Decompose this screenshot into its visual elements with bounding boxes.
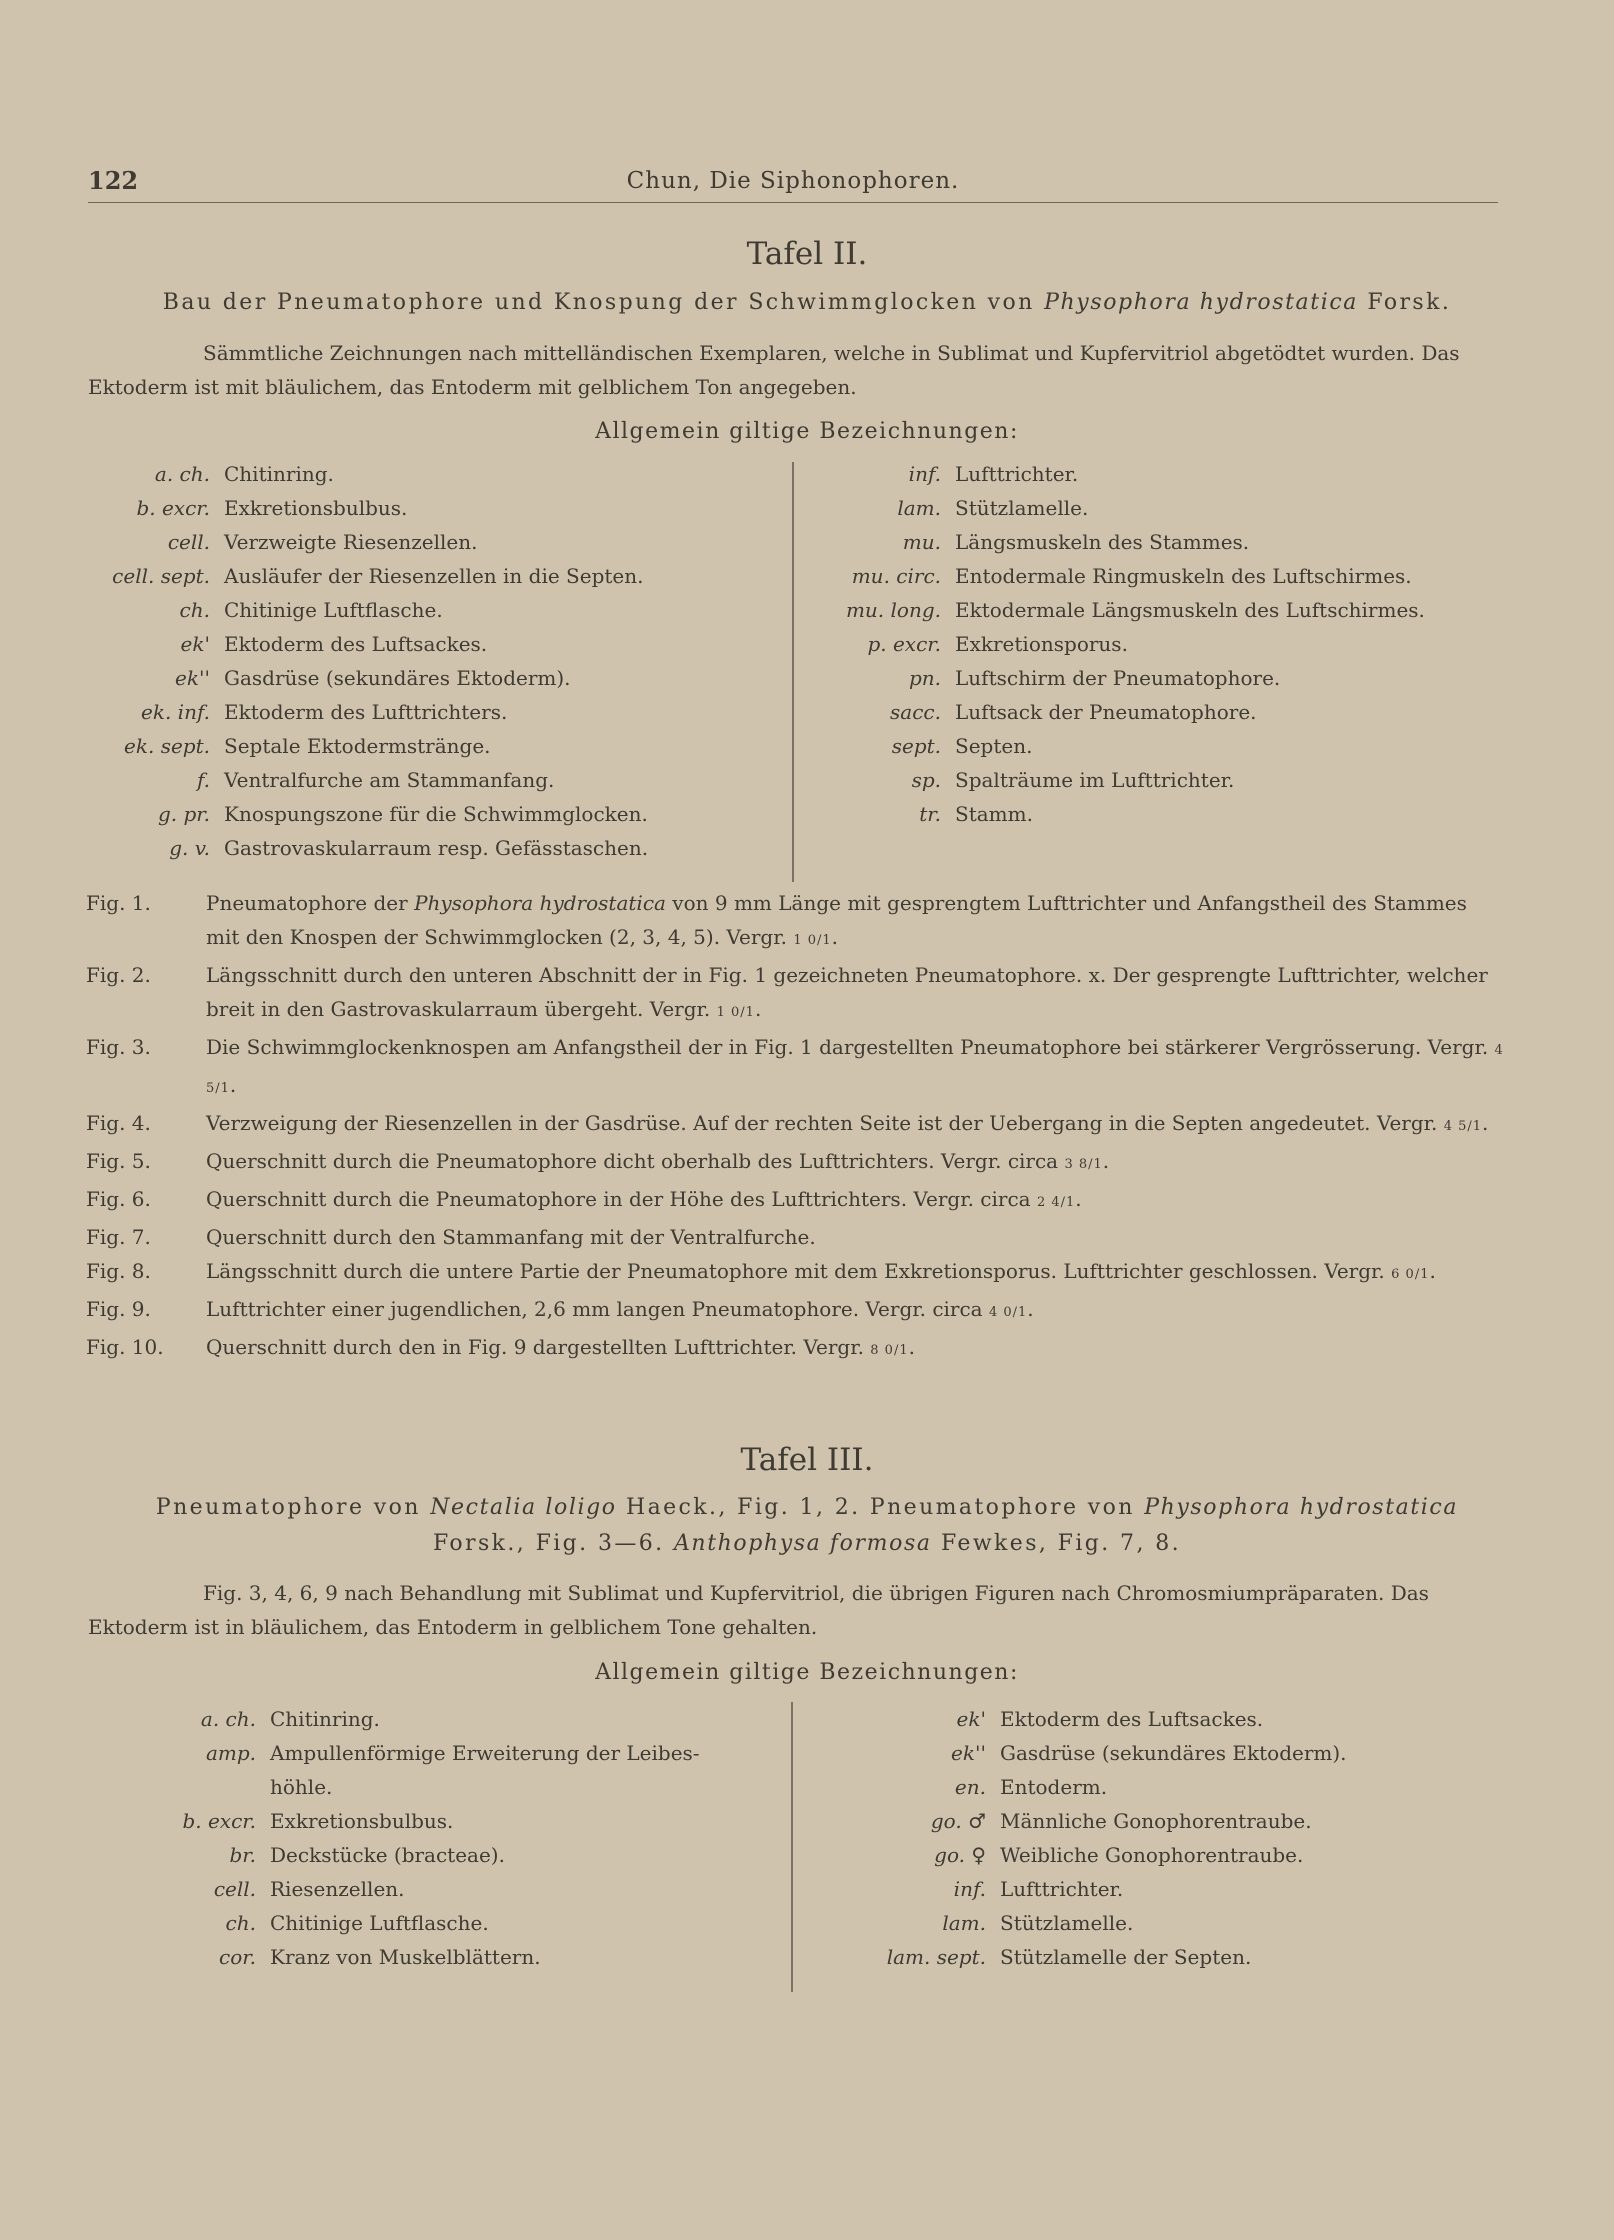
caption-text: Querschnitt durch die Pneumatophore in der Höhe des Lufttrichters. Vergr. circa xyxy=(206,1187,1037,1211)
legend-text: Exkretionsbulbus. xyxy=(224,496,408,520)
legend-text: Verzweigte Riesenzellen. xyxy=(224,530,478,554)
figure-text xyxy=(206,1182,1506,1220)
legend-entry xyxy=(840,1838,1347,1872)
legend-divider xyxy=(791,1702,793,1992)
legend-abbr: lam. xyxy=(942,1911,986,1935)
figure-text xyxy=(206,1144,1506,1182)
tafel-3-subtitle-line1: Pneumatophore von Nectalia loligo Haeck., Fig. 1, 2. Pneumatophore von Physophora hydrostatica xyxy=(155,1495,1459,1520)
legend-entry xyxy=(800,729,1425,763)
legend-text: Chitinige Luftflasche. xyxy=(224,598,443,622)
legend-text: Stamm. xyxy=(955,802,1033,826)
legend-abbr: cell. sept. xyxy=(112,564,210,588)
legend-entry xyxy=(75,457,648,491)
figure-text xyxy=(206,1330,1506,1368)
legend-entry xyxy=(800,525,1425,559)
figure-caption xyxy=(86,1106,1506,1144)
legend-text: Stützlamelle. xyxy=(955,496,1089,520)
caption-text: Pneumatophore der xyxy=(206,891,415,915)
legend-abbr: a. ch. xyxy=(154,462,210,486)
legend-text: Chitinring. xyxy=(224,462,334,486)
legend-text: Riesenzellen. xyxy=(270,1877,405,1901)
tafel-3-legend-heading: Allgemein giltige Bezeichnungen: xyxy=(595,1660,1019,1685)
figure-label: Fig. 5. xyxy=(86,1149,151,1173)
figure-text xyxy=(206,1254,1506,1292)
legend-abbr: ek' xyxy=(956,1707,986,1731)
legend-entry xyxy=(840,1736,1347,1770)
caption-text: Verzweigung der Riesenzellen in der Gasdrüse. Auf der rechten Seite ist der Uebergang in die Septen angedeutet. Vergr. xyxy=(206,1111,1444,1135)
legend-text: Stützlamelle. xyxy=(1000,1911,1134,1935)
legend-abbr: mu. xyxy=(902,530,941,554)
legend-abbr: go. ♀ xyxy=(934,1843,986,1867)
legend-text: Ampullenförmige Erweiterung der Leibes- xyxy=(270,1741,700,1765)
legend-text: Knospungszone für die Schwimmglocken. xyxy=(224,802,648,826)
caption-text: von 9 mm Länge mit gesprengtem Lufttrichter und Anfangstheil des Stammes mit den Knospen der Schwimmglocken (2, 3, 4, 5). Vergr. xyxy=(206,891,1467,949)
figure-caption xyxy=(86,1144,1506,1182)
legend-abbr: f. xyxy=(196,768,210,792)
legend-abbr: lam. sept. xyxy=(886,1945,986,1969)
figure-label: Fig. 3. xyxy=(86,1035,151,1059)
legend-abbr: ek'' xyxy=(951,1741,986,1765)
figure-label: Fig. 10. xyxy=(86,1335,164,1359)
legend-entry xyxy=(840,1770,1347,1804)
legend-text: Ektoderm des Luftsackes. xyxy=(224,632,488,656)
tafel-2-legend-left xyxy=(75,457,648,865)
magnification: 2 4/1 xyxy=(1036,1195,1076,1210)
legend-text: Luftschirm der Pneumatophore. xyxy=(955,666,1281,690)
legend-entry xyxy=(120,1906,700,1940)
legend-abbr: g. v. xyxy=(169,836,210,860)
legend-text: Kranz von Muskelblättern. xyxy=(270,1945,541,1969)
legend-entry xyxy=(840,1940,1347,1974)
legend-entry xyxy=(800,491,1425,525)
tafel-3-subtitle-line2: Forsk., Fig. 3—6. Anthophysa formosa Fewkes, Fig. 7, 8. xyxy=(432,1531,1182,1556)
running-title: Chun, Die Siphonophoren. xyxy=(626,168,960,194)
caption-end: . xyxy=(754,997,762,1021)
legend-abbr: en. xyxy=(954,1775,986,1799)
legend-text: Ektoderm des Lufttrichters. xyxy=(224,700,508,724)
magnification: 4 5/1 xyxy=(206,1043,1504,1096)
legend-abbr: inf. xyxy=(908,462,941,486)
legend-abbr: p. excr. xyxy=(867,632,941,656)
legend-entry xyxy=(75,491,648,525)
legend-text: Längsmuskeln des Stammes. xyxy=(955,530,1250,554)
legend-abbr: tr. xyxy=(919,802,941,826)
legend-entry xyxy=(800,457,1425,491)
legend-abbr: b. excr. xyxy=(136,496,210,520)
legend-abbr: mu. circ. xyxy=(851,564,941,588)
caption-end: . xyxy=(1027,1297,1034,1321)
legend-entry xyxy=(75,831,648,865)
legend-abbr: cell. xyxy=(213,1877,256,1901)
legend-entry xyxy=(840,1702,1347,1736)
legend-text: Ausläufer der Riesenzellen in die Septen. xyxy=(224,564,644,588)
legend-text: Entodermale Ringmuskeln des Luftschirmes. xyxy=(955,564,1412,588)
figure-caption xyxy=(86,958,1506,1030)
legend-entry xyxy=(800,763,1425,797)
legend-abbr: ek' xyxy=(180,632,210,656)
legend-text: höhle. xyxy=(270,1775,333,1799)
legend-abbr: b. excr. xyxy=(182,1809,256,1833)
legend-entry xyxy=(800,593,1425,627)
legend-abbr: sacc. xyxy=(890,700,941,724)
legend-entry xyxy=(75,627,648,661)
legend-abbr: go. ♂ xyxy=(930,1809,986,1833)
legend-text: Männliche Gonophorentraube. xyxy=(1000,1809,1312,1833)
legend-text: Gastrovaskularraum resp. Gefässtaschen. xyxy=(224,836,649,860)
legend-text: Lufttrichter. xyxy=(1000,1877,1124,1901)
legend-text: Chitinige Luftflasche. xyxy=(270,1911,489,1935)
caption-end: . xyxy=(831,925,838,949)
legend-entry xyxy=(75,797,648,831)
caption-end: . xyxy=(229,1073,237,1097)
magnification: 4 5/1 xyxy=(1443,1119,1483,1134)
figure-text xyxy=(206,1106,1506,1144)
legend-entry xyxy=(800,695,1425,729)
legend-entry xyxy=(800,797,1425,831)
tafel-2-figure-list xyxy=(86,886,1506,1368)
legend-abbr: cell. xyxy=(167,530,210,554)
magnification: 3 8/1 xyxy=(1064,1157,1103,1172)
figure-text xyxy=(206,886,1506,958)
caption-text: Lufttrichter einer jugendlichen, 2,6 mm langen Pneumatophore. Vergr. circa xyxy=(206,1297,989,1321)
caption-text: Querschnitt durch den in Fig. 9 dargestellten Lufttrichter. Vergr. xyxy=(206,1335,871,1359)
legend-entry xyxy=(75,525,648,559)
caption-text: Querschnitt durch den Stammanfang mit der Ventralfurche. xyxy=(206,1225,816,1249)
figure-text xyxy=(206,1220,1506,1254)
magnification: 4 0/1 xyxy=(988,1305,1028,1320)
running-header xyxy=(88,166,1498,203)
legend-entry xyxy=(120,1940,700,1974)
caption-text: Längsschnitt durch den unteren Abschnitt der in Fig. 1 gezeichneten Pneumatophore. x. Der gesprengte Lufttrichter, welcher breit in den Gastrovaskularraum übergeht. Vergr. xyxy=(206,963,1488,1021)
figure-caption xyxy=(86,1292,1506,1330)
page-number: 122 xyxy=(88,166,139,195)
legend-abbr: ch. xyxy=(225,1911,256,1935)
legend-entry xyxy=(800,627,1425,661)
legend-text: Septale Ektodermstränge. xyxy=(224,734,491,758)
legend-text: Luftsack der Pneumatophore. xyxy=(955,700,1257,724)
legend-text: Spalträume im Lufttrichter. xyxy=(955,768,1235,792)
legend-text: Septen. xyxy=(955,734,1033,758)
legend-entry xyxy=(840,1804,1347,1838)
tafel-3-legend-left xyxy=(120,1702,700,1974)
legend-abbr: inf. xyxy=(953,1877,986,1901)
magnification: 1 0/1 xyxy=(716,1005,755,1020)
caption-end: . xyxy=(1482,1111,1489,1135)
figure-label: Fig. 1. xyxy=(86,891,151,915)
legend-abbr: pn. xyxy=(908,666,941,690)
figure-caption xyxy=(86,1030,1506,1106)
caption-end: . xyxy=(1429,1259,1436,1283)
legend-abbr: sp. xyxy=(911,768,941,792)
legend-entry xyxy=(75,729,648,763)
magnification: 8 0/1 xyxy=(870,1343,909,1358)
legend-text: Gasdrüse (sekundäres Ektoderm). xyxy=(1000,1741,1347,1765)
legend-text: Ektodermale Längsmuskeln des Luftschirmes. xyxy=(955,598,1425,622)
legend-entry xyxy=(120,1872,700,1906)
legend-entry xyxy=(120,1804,700,1838)
figure-caption xyxy=(86,886,1506,958)
magnification: 6 0/1 xyxy=(1391,1267,1430,1282)
legend-entry xyxy=(120,1702,700,1736)
legend-entry xyxy=(75,763,648,797)
legend-entry xyxy=(840,1906,1347,1940)
figure-caption xyxy=(86,1330,1506,1368)
legend-entry xyxy=(75,559,648,593)
legend-abbr: cor. xyxy=(219,1945,256,1969)
caption-end: . xyxy=(1102,1149,1110,1173)
legend-entry xyxy=(800,661,1425,695)
legend-text: Entoderm. xyxy=(1000,1775,1108,1799)
legend-entry xyxy=(75,593,648,627)
legend-abbr: a. ch. xyxy=(200,1707,256,1731)
legend-text: Lufttrichter. xyxy=(955,462,1079,486)
legend-text: Weibliche Gonophorentraube. xyxy=(1000,1843,1304,1867)
caption-text: Die Schwimmglockenknospen am Anfangstheil der in Fig. 1 dargestellten Pneumatophore bei stärkerer Vergrösserung. Vergr. xyxy=(206,1035,1495,1059)
tafel-3-title: Tafel III. xyxy=(740,1442,874,1478)
legend-entry xyxy=(120,1770,700,1804)
legend-abbr: br. xyxy=(229,1843,256,1867)
legend-abbr: lam. xyxy=(897,496,941,520)
tafel-3-intro: Fig. 3, 4, 6, 9 nach Behandlung mit Sublimat und Kupfervitriol, die übrigen Figuren nach Chromosmiumpräparaten. Das Ektoderm ist in bläulichem, das Entoderm in gelblichem Tone gehalten. xyxy=(88,1581,1429,1639)
figure-caption xyxy=(86,1220,1506,1254)
legend-text: Deckstücke (bracteae). xyxy=(270,1843,505,1867)
legend-entry xyxy=(75,695,648,729)
figure-label: Fig. 7. xyxy=(86,1225,151,1249)
figure-label: Fig. 6. xyxy=(86,1187,151,1211)
figure-caption xyxy=(86,1182,1506,1220)
caption-text: Längsschnitt durch die untere Partie der Pneumatophore mit dem Exkretionsporus. Lufttrichter geschlossen. Vergr. xyxy=(206,1259,1392,1283)
legend-text: Exkretionsbulbus. xyxy=(270,1809,454,1833)
legend-text: Stützlamelle der Septen. xyxy=(1000,1945,1252,1969)
tafel-3-legend-right xyxy=(840,1702,1347,1974)
legend-entry xyxy=(120,1838,700,1872)
figure-label: Fig. 4. xyxy=(86,1111,151,1135)
legend-text: Ventralfurche am Stammanfang. xyxy=(224,768,555,792)
tafel-2-title: Tafel II. xyxy=(746,236,868,272)
legend-entry xyxy=(120,1736,700,1770)
legend-abbr: sept. xyxy=(891,734,941,758)
legend-abbr: amp. xyxy=(205,1741,256,1765)
legend-text: Gasdrüse (sekundäres Ektoderm). xyxy=(224,666,571,690)
legend-abbr: ch. xyxy=(179,598,210,622)
tafel-2-intro: Sämmtliche Zeichnungen nach mittelländischen Exemplaren, welche in Sublimat und Kupfervitriol abgetödtet wurden. Das Ektoderm ist mit bläulichem, das Entoderm mit gelblichem Ton angegeben. xyxy=(88,341,1460,399)
legend-abbr: g. pr. xyxy=(157,802,210,826)
figure-text xyxy=(206,958,1506,1030)
figure-label: Fig. 2. xyxy=(86,963,151,987)
tafel-2-subtitle: Bau der Pneumatophore und Knospung der Schwimmglocken von Physophora hydrostatica Forsk. xyxy=(162,290,1452,315)
figure-label: Fig. 8. xyxy=(86,1259,151,1283)
legend-abbr: mu. long. xyxy=(845,598,941,622)
caption-end: . xyxy=(908,1335,915,1359)
legend-text: Exkretionsporus. xyxy=(955,632,1128,656)
legend-text: Ektoderm des Luftsackes. xyxy=(1000,1707,1264,1731)
legend-abbr: ek. inf. xyxy=(141,700,210,724)
legend-text: Chitinring. xyxy=(270,1707,380,1731)
figure-text xyxy=(206,1292,1506,1330)
tafel-2-legend-right xyxy=(800,457,1425,831)
legend-divider xyxy=(792,462,794,882)
caption-end: . xyxy=(1075,1187,1082,1211)
legend-entry xyxy=(75,661,648,695)
tafel-2-legend-heading: Allgemein giltige Bezeichnungen: xyxy=(595,419,1019,444)
legend-entry xyxy=(800,559,1425,593)
figure-caption xyxy=(86,1254,1506,1292)
magnification: 1 0/1 xyxy=(793,933,832,948)
legend-abbr: ek'' xyxy=(175,666,210,690)
legend-abbr xyxy=(120,1770,270,1804)
figure-text xyxy=(206,1030,1506,1106)
figure-label: Fig. 9. xyxy=(86,1297,151,1321)
legend-entry xyxy=(840,1872,1347,1906)
caption-text: Querschnitt durch die Pneumatophore dicht oberhalb des Lufttrichters. Vergr. circa xyxy=(206,1149,1065,1173)
legend-abbr: ek. sept. xyxy=(124,734,210,758)
species-name: Physophora hydrostatica xyxy=(414,891,666,915)
